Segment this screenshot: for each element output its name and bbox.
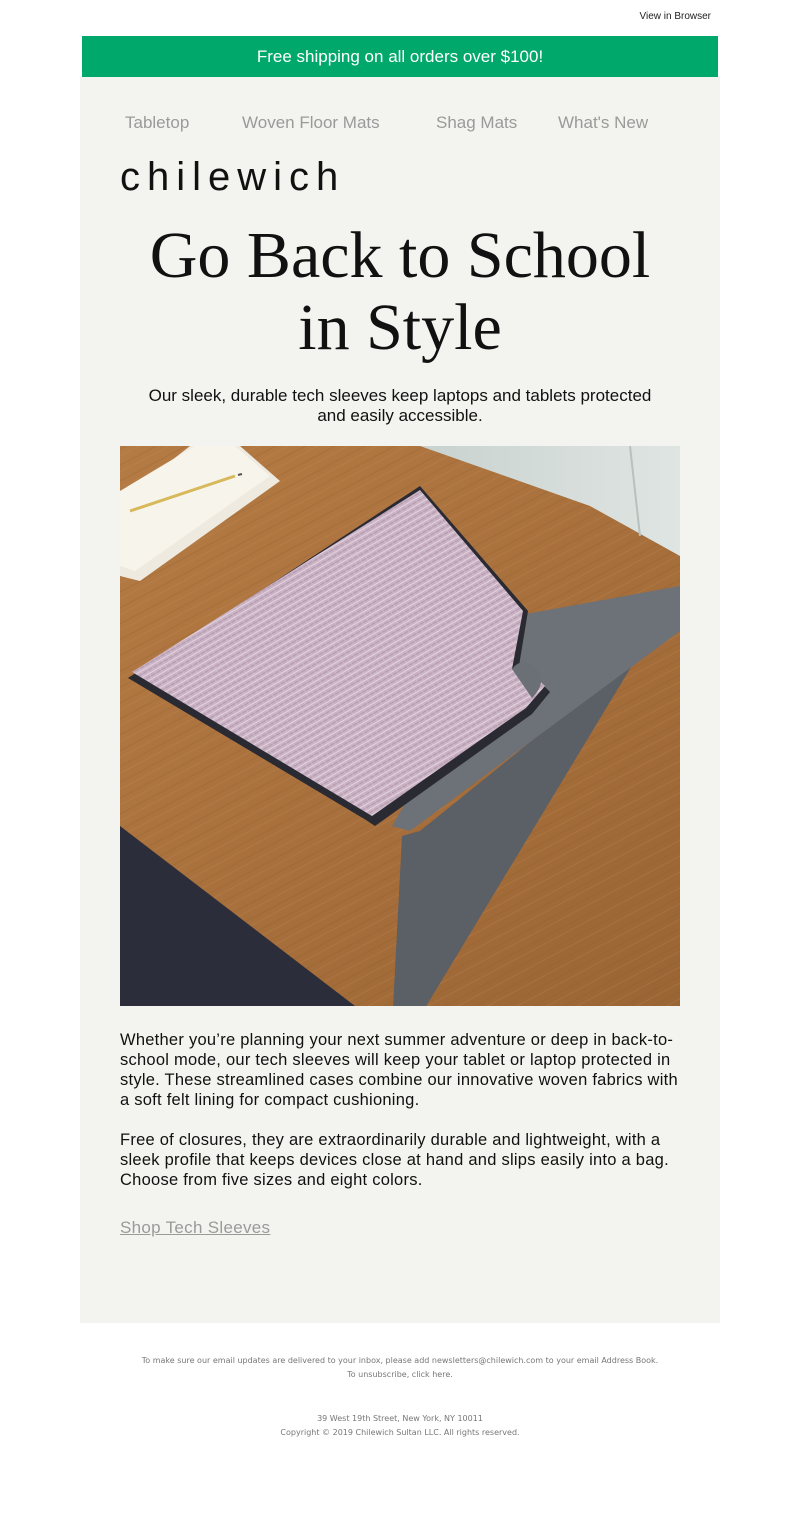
subheadline-line-2: and easily accessible. bbox=[317, 406, 483, 425]
subheadline bbox=[140, 386, 660, 426]
body-paragraph-2-line: Free of closures, they are extraordinarily durable and lightweight, with a bbox=[120, 1131, 661, 1149]
email-content-panel bbox=[80, 77, 720, 1323]
footer-company-info bbox=[0, 1412, 800, 1440]
unsubscribe-link[interactable]: To unsubscribe, click here. bbox=[347, 1370, 453, 1379]
brand-logo[interactable] bbox=[120, 152, 350, 207]
nav-item-whats-new[interactable]: What's New bbox=[558, 113, 649, 132]
body-paragraph-2-line: Choose from five sizes and eight colors. bbox=[120, 1171, 423, 1189]
view-in-browser-link[interactable]: View in Browser bbox=[639, 11, 711, 22]
body-paragraph-1-line: style. These streamlined cases combine our innovative woven fabrics with bbox=[120, 1071, 678, 1089]
shop-tech-sleeves-link[interactable]: Shop Tech Sleeves bbox=[120, 1218, 271, 1237]
nav-item-woven-floor-mats[interactable]: Woven Floor Mats bbox=[242, 113, 380, 132]
hero-image-tech-sleeve[interactable] bbox=[120, 446, 680, 1006]
shipping-banner-text: Free shipping on all orders over $100! bbox=[256, 46, 544, 66]
footer-address: 39 West 19th Street, New York, NY 10011 bbox=[317, 1414, 483, 1423]
headline bbox=[80, 220, 720, 364]
body-paragraph-1-line: school mode, our tech sleeves will keep your tablet or laptop protected in bbox=[120, 1051, 671, 1069]
subheadline-line-1: Our sleek, durable tech sleeves keep laptops and tablets protected bbox=[148, 386, 652, 405]
nav-item-tabletop[interactable]: Tabletop bbox=[125, 113, 190, 132]
footer-address-book-note: To make sure our email updates are delivered to your inbox, please add newsletters@chilewich.com to your email Address Book. bbox=[141, 1356, 659, 1365]
body-paragraph-2-line: sleek profile that keeps devices close at hand and slips easily into a bag. bbox=[120, 1151, 669, 1169]
top-bar bbox=[0, 0, 800, 36]
body-paragraph-1-line: Whether you’re planning your next summer adventure or deep in back-to- bbox=[120, 1031, 674, 1049]
chilewich-logo-mark bbox=[120, 152, 350, 202]
nav-bar bbox=[80, 113, 720, 133]
logo-text: chilewich bbox=[120, 155, 346, 199]
body-paragraph-2 bbox=[120, 1130, 685, 1190]
footer-notice bbox=[0, 1354, 800, 1382]
body-paragraph-1-line: a soft felt lining for compact cushioning. bbox=[120, 1091, 420, 1109]
body-paragraph-1 bbox=[120, 1030, 685, 1110]
footer-copyright: Copyright © 2019 Chilewich Sultan LLC. All rights reserved. bbox=[280, 1428, 520, 1437]
nav-item-shag-mats[interactable]: Shag Mats bbox=[436, 113, 518, 132]
headline-line-1: Go Back to School bbox=[149, 219, 651, 292]
tech-sleeve-photo bbox=[120, 446, 680, 1006]
headline-line-2: in Style bbox=[298, 291, 502, 364]
shipping-banner[interactable] bbox=[82, 36, 718, 77]
